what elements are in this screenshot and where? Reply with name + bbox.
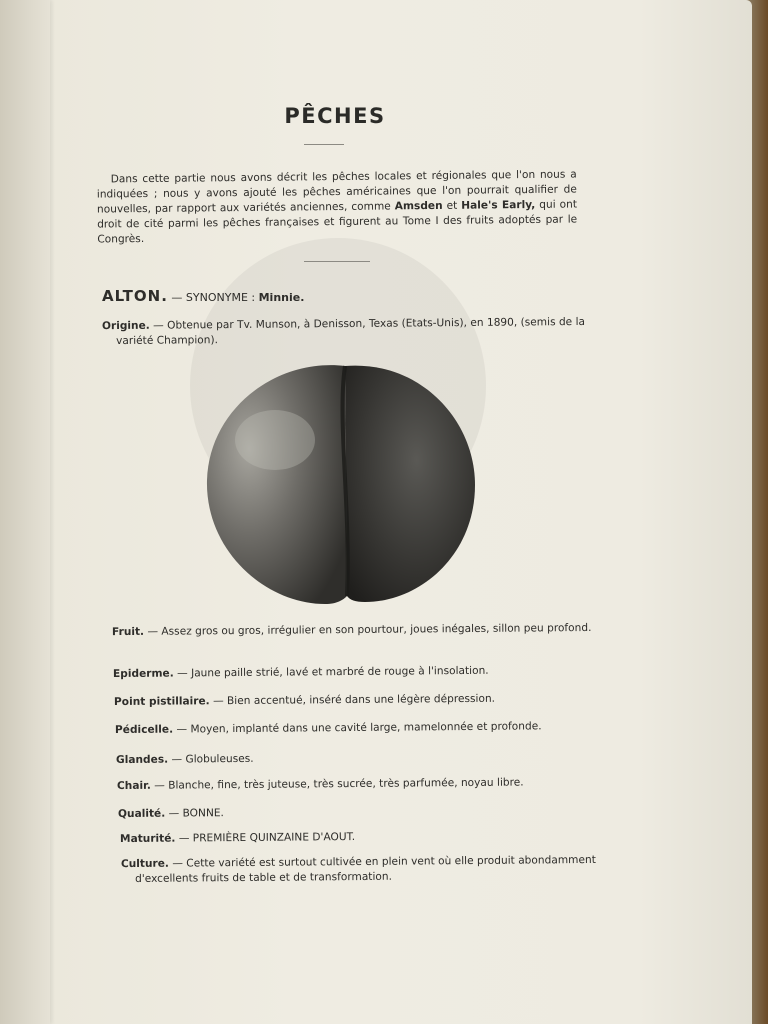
field-maturite	[120, 828, 590, 847]
field-label: Glandes.	[115, 753, 169, 767]
field-chair	[117, 775, 587, 794]
field-label: Maturité.	[119, 832, 176, 846]
field-text: — Assez gros ou gros, irrégulier en son pourtour, joues inégales, sillon peu profond.	[147, 621, 592, 638]
field-text: — Blanche, fine, très juteuse, très sucrée, très parfumée, noyau libre.	[154, 776, 524, 792]
origin-label: Origine.	[101, 319, 150, 333]
field-qualite	[118, 803, 588, 822]
intro-text: qui ont droit de cité parmi les pêches françaises et figurent au Tome I des fruits adoptés par le Congrès.	[97, 198, 578, 246]
field-point-pistillaire	[114, 691, 584, 710]
intro-variety-hales-early: Hale's Early,	[461, 198, 536, 212]
field-text: — Jaune paille strié, lavé et marbré de rouge à l'insolation.	[177, 664, 489, 680]
field-culture	[121, 853, 597, 887]
intro-variety-amsden: Amsden	[394, 199, 443, 213]
field-label: Point pistillaire.	[113, 695, 210, 709]
field-text: — PREMIÈRE QUINZAINE D'AOUT.	[178, 830, 356, 845]
page-title: PÊCHES	[284, 104, 386, 128]
section-rule	[304, 261, 370, 262]
field-text: — Moyen, implanté dans une cavité large, mamelonnée et profonde.	[176, 720, 542, 736]
entry-heading	[102, 287, 304, 305]
variety-name: ALTON.	[102, 287, 168, 305]
field-label: Fruit.	[111, 625, 145, 639]
field-label: Qualité.	[117, 807, 166, 821]
field-fruit	[112, 621, 596, 640]
peach-photo	[205, 360, 477, 606]
field-text: — Cette variété est surtout cultivée en plein vent où elle produit abondamment d'excellents fruits de table et de transformation.	[135, 853, 596, 885]
field-epiderme	[113, 663, 583, 682]
field-text: — BONNE.	[168, 807, 224, 820]
field-label: Culture.	[120, 857, 169, 871]
field-text: — Globuleuses.	[171, 752, 254, 766]
origin-paragraph	[102, 315, 594, 349]
field-label: Chair.	[116, 779, 151, 793]
origin-text: — Obtenue par Tv. Munson, à Denisson, Texas (Etats-Unis), en 1890, (semis de la variété Champion).	[116, 315, 586, 348]
intro-text: Dans cette partie nous avons décrit les pêches locales et régionales que l'on nous a indiquées ; nous y avons ajouté les pêches américaines que l'on pourrait qualifier de nouvelles, par rapport aux variétés anciennes, comme	[96, 168, 577, 216]
intro-paragraph	[97, 167, 578, 247]
field-pedicelle	[115, 719, 585, 738]
field-glandes	[116, 749, 586, 768]
title-rule	[304, 144, 344, 145]
field-text: — Bien accentué, inséré dans une légère dépression.	[212, 692, 496, 708]
field-label: Epiderme.	[112, 667, 174, 681]
synonym-label: — SYNONYME :	[171, 291, 256, 304]
left-page-edge	[0, 0, 50, 1024]
synonym-value: Minnie.	[258, 291, 305, 304]
intro-text: et	[442, 199, 462, 212]
field-label: Pédicelle.	[114, 723, 174, 737]
